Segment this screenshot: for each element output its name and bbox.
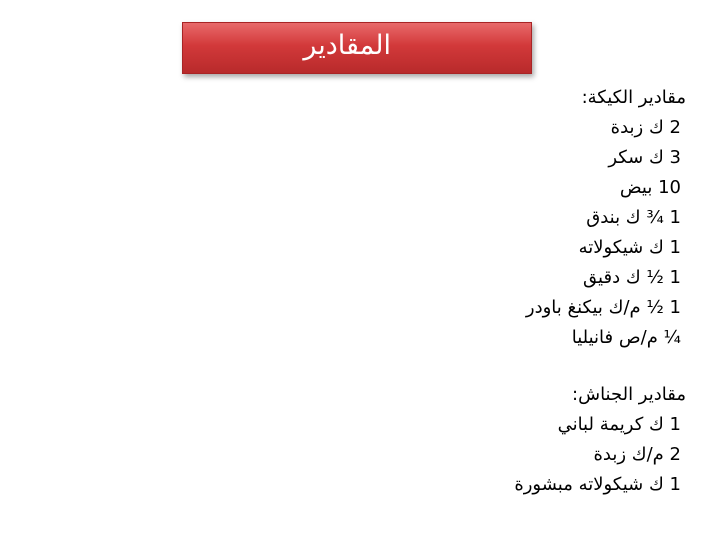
list-item: 10 بيض: [619, 177, 681, 198]
list-item: 1 ك شيكولاته: [578, 237, 681, 258]
list-item: 3 ك سكر: [608, 147, 681, 168]
list-item: 1 ½ م/ك بيكنغ باودر: [525, 297, 681, 318]
list-item: 1 ¾ ك بندق: [586, 207, 681, 228]
list-item: 1 ½ ك دقيق: [583, 267, 681, 288]
title-banner: [182, 22, 532, 74]
ingredients-content: [356, 83, 686, 500]
cake-heading: مقادير الكيكة:: [581, 87, 686, 108]
cake-ingredients: [356, 83, 686, 353]
list-item: 2 م/ك زبدة: [593, 444, 681, 465]
list-item: 1 ك شيكولاته مبشورة: [514, 474, 681, 495]
ganache-heading: مقادير الجناش:: [572, 384, 686, 405]
list-item: ¼ م/ص فانيليا: [571, 327, 681, 348]
ganache-ingredients: [356, 380, 686, 500]
list-item: 2 ك زبدة: [610, 117, 681, 138]
list-item: 1 ك كريمة لباني: [557, 414, 681, 435]
slide-title: المقادير: [303, 30, 391, 61]
